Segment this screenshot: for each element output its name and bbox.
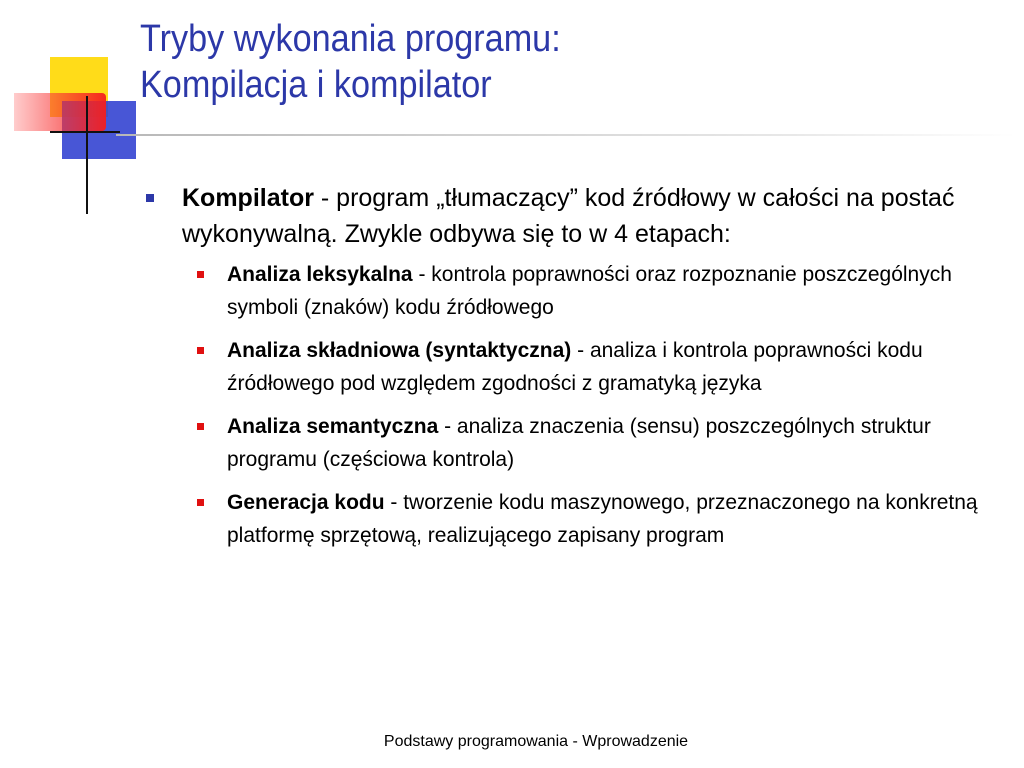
sub-bullet-term: Analiza składniowa (syntaktyczna) (227, 339, 572, 362)
decor-vertical-line (86, 96, 88, 214)
slide-footer: Podstawy programowania - Wprowadzenie (383, 733, 689, 750)
sub-bullet-text: - analiza znaczenia (sensu) poszczególnych struktur programu (częściowa kontrola) (227, 415, 931, 471)
sub-bullet-term: Analiza leksykalna (227, 263, 413, 286)
square-bullet-icon (197, 423, 204, 430)
sub-bullet-text: - tworzenie kodu maszynowego, przeznaczonego na konkretną platformę sprzętową, realizującego zapisany program (227, 491, 978, 547)
sub-bullet-text: - analiza i kontrola poprawności kodu źródłowego pod względem zgodności z gramatyką języka (227, 339, 923, 395)
title-divider (116, 134, 1016, 136)
square-bullet-icon (146, 194, 154, 202)
slide-title-line-1: Tryby wykonania programu: (140, 18, 561, 60)
sub-bullet-item (146, 486, 995, 552)
bullet-item-kompilator (146, 180, 992, 252)
square-bullet-icon (197, 271, 204, 278)
square-bullet-icon (197, 499, 204, 506)
decor-red-bar (14, 93, 106, 131)
sub-bullet-term: Analiza semantyczna (227, 415, 439, 438)
slide-body (146, 180, 996, 552)
slide-title-line-2: Kompilacja i kompilator (140, 64, 492, 106)
bullet-text: - program „tłumaczący” kod źródłowy w całości na postać wykonywalną. Zwykle odbywa się to w 4 etapach: (182, 184, 955, 248)
sub-bullet-item (146, 410, 995, 476)
square-bullet-icon (197, 347, 204, 354)
sub-bullet-term: Generacja kodu (227, 491, 385, 514)
sub-bullet-text: - kontrola poprawności oraz rozpoznanie poszczególnych symboli (znaków) kodu źródłowego (227, 263, 952, 319)
decor-horizontal-line (50, 131, 120, 133)
slide-title (140, 16, 561, 108)
bullet-term: Kompilator (182, 184, 314, 212)
sub-bullet-item (146, 334, 995, 400)
sub-bullet-item (146, 258, 995, 324)
